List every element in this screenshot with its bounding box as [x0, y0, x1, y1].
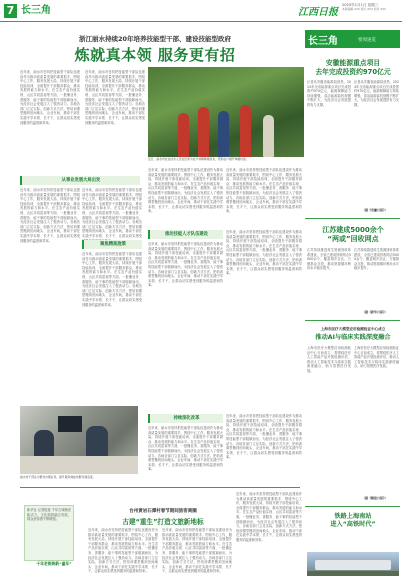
- bottom-article-column-3: 近年来，丽水市坚持把技能型干部队伍建设作为推动高质量发展的重要抓手，围绕中心工作，服务发展大局，持续开展干部技能培训，全面提升干部服务群众、推动发展的能力和水平。在生态产品价值实现、山区共同富裕等方面，一批懂业务、善服务、能干事的技能型干部脱颖而出，为经济社会发展注入了强劲动力。各地各部门立足实际，创新方式方法，把培训课堂搬到田间地头、企业车间，推动干部在实践中学本领、长才干，让群众切实感受到服务的温度和效率。: [236, 492, 302, 542]
- right-divider-1: [305, 218, 400, 219]
- news-4-title: [307, 513, 399, 529]
- news-2-body-left: 江苏持续推进再生资源回收体系建设，全省已建成回收网点5000余个，覆盖城乡社区，方便群众交投，推动资源循环利用水平稳步提升。: [307, 248, 351, 271]
- news-1-title-line-1: 安徽能源重点项目: [325, 59, 381, 67]
- railway-station-photo: [307, 552, 399, 576]
- article-column-9: 近年来，丽水市坚持把技能型干部队伍建设作为推动高质量发展的重要抓手，围绕中心工作，服务发展大局，持续开展干部技能培训，全面提升干部服务群众、推动发展的能力和水平。在生态产品价值实现、山区共同富裕等方面，一批懂业务、善服务、能干事的技能型干部脱颖而出，为经济社会发展注入了强劲动力。各地各部门立足实际，创新方式方法，把培训课堂搬到田间地头、企业车间，推动干部在实践中学本领、长才干，让群众切实感受到服务的温度和效率。: [226, 230, 302, 276]
- news-1-byline: （据《安徽日报》）: [362, 208, 388, 212]
- article-column-6: 近年来，丽水市坚持把技能型干部队伍建设作为推动高质量发展的重要抓手，围绕中心工作，服务发展大局，持续开展干部技能培训，全面提升干部服务群众、推动发展的能力和水平。在生态产品价值实现、山区共同富裕等方面，一批懂业务、善服务、能干事的技能型干部脱颖而出，为经济社会发展注入了强劲动力。各地各部门立足实际，创新方式方法，把培训课堂搬到田间地头、企业车间，推动干部在实践中学本领、长才干，让群众切实感受到服务的温度和效率。: [148, 168, 223, 214]
- bottom-sidebar-text: 新华社 记者报道 千年古城焕发新活力，文化旅游融合发展，群众获得感不断增强。: [27, 508, 71, 522]
- photo-monitor: [58, 416, 82, 432]
- photo-station-building: [315, 560, 391, 570]
- page-header: [0, 0, 402, 22]
- article-column-2: 近年来，丽水市坚持把技能型干部队伍建设作为推动高质量发展的重要抓手，围绕中心工作，服务发展大局，持续开展干部技能培训，全面提升干部服务群众、推动发展的能力和水平。在生态产品价值实现、山区共同富裕等方面，一批懂业务、善服务、能干事的技能型干部脱颖而出，为经济社会发展注入了强劲动力。各地各部门立足实际，创新方式方法，把培训课堂搬到田间地头、企业车间，推动干部在实践中学本领、长才干，让群众切实感受到服务的温度和效率。: [85, 70, 145, 125]
- article-column-4: 近年来，丽水市坚持把技能型干部队伍建设作为推动高质量发展的重要抓手，围绕中心工作，服务发展大局，持续开展干部技能培训，全面提升干部服务群众、推动发展的能力和水平。在生态产品价值实现、山区共同富裕等方面，一批懂业务、善服务、能干事的技能型干部脱颖而出，为经济社会发展注入了强劲动力。各地各部门立足实际，创新方式方法，把培训课堂搬到田间地头、企业车间，推动干部在实践中学本领、长才干，让群众切实感受: [82, 188, 142, 238]
- right-divider-2: [305, 320, 400, 321]
- news-2-title-line-2: “两或”回收网点: [327, 235, 379, 243]
- photo-person: [178, 113, 189, 157]
- subhead-4: 持续深化改革: [148, 414, 223, 423]
- main-photo-caption: 近日，丽水市农业技术人员在田间为农户讲解种植技术，帮助农户提升种植技能。: [148, 157, 249, 161]
- subhead-2: 聚焦精准施策: [82, 240, 142, 249]
- news-3-title: 推动AI与临床实践深度融合: [315, 334, 391, 341]
- news-3-body-right: 上海市医疗大模型应用检测验证中心日前成立，将围绕医疗人工智能产品开展检测评估，推动人工智能技术与临床实践深度融合，助力智慧医疗发展。: [354, 346, 399, 369]
- article-column-1: 近年来，丽水市坚持把技能型干部队伍建设作为推动高质量发展的重要抓手，围绕中心工作，服务发展大局，持续开展干部技能培训，全面提升干部服务群众、推动发展的能力和水平。在生态产品价值实现、山区共同富裕等方面，一批懂业务、善服务、能干事的技能型干部脱颖而出，为经济社会发展注入了强劲动力。各地各部门立足实际，创新方式方法，把培训课堂搬到田间地头、企业车间，推动干部在实践中学本领、长才干，让群众切实感受到服务的温度和效率。: [20, 70, 80, 125]
- section-name: 长三角: [21, 5, 51, 16]
- page-number-badge: 7: [4, 4, 17, 18]
- photo-person: [86, 426, 108, 460]
- news-1-title-line-2: 去年完成投资约970亿元: [315, 67, 391, 76]
- photo-person: [263, 115, 274, 157]
- subhead-3: 推动技能人才队伍建设: [148, 230, 223, 239]
- left-photo-caption: 丽水市干部在为群众办理业务，提升服务效能和群众满意度。: [20, 475, 96, 479]
- main-article-photo: [148, 67, 304, 157]
- news-2-title: [307, 226, 399, 244]
- photo-person: [198, 107, 209, 157]
- news-1-body-left: 记者从安徽省能源局获悉，2024年全省能源重点项目完成投资约970亿元，能源保障能力持续增强，清洁能源装机规模不断扩大，为经济社会发展提供有力支撑。: [307, 80, 351, 107]
- news-3-body-left: 上海市医疗大模型应用检测验证中心日前成立，将围绕医疗人工智能产品开展检测评估，推动人工智能技术与临床实践深度融合，助力智慧医疗发展。: [307, 346, 351, 373]
- masthead-logo: 江西日报: [298, 7, 338, 18]
- bottom-sidebar-title: 千年老街焕新“童年”: [36, 561, 72, 566]
- news-3-kicker: 上海市医疗大模型应用检测验证中心成立: [320, 327, 386, 331]
- news-2-title-line-1: 江苏建成5000余个: [322, 226, 384, 234]
- photo-person: [240, 105, 251, 157]
- news-4-title-line-1: 铁路上海南站: [334, 513, 372, 520]
- bottom-sidebar-box: [24, 505, 74, 561]
- right-banner-title: 长三角: [308, 36, 338, 47]
- article-column-3: 近年来，丽水市坚持把技能型干部队伍建设作为推动高质量发展的重要抓手，围绕中心工作，服务发展大局，持续开展干部技能培训，全面提升干部服务群众、推动发展的能力和水平。在生态产品价值实现、山区共同富裕等方面，一批懂业务、善服务、能干事的技能型干部脱颖而出，为经济社会发展注入了强劲动力。各地各部门立足实际，创新方式方法，把培训课堂搬到田间地头、企业车间，推动干部在实践中学本领、长才干，让群众切实感受到服务的温度和效率。: [20, 188, 80, 243]
- article-column-11: 近年来，丽水市坚持把技能型干部队伍建设作为推动高质量发展的重要抓手，围绕中心工作，服务发展大局，持续开展干部技能培训，全面提升干部服务群众、推动发展的能力和水平。在生态产品价值实现、山区共同富裕等方面，一批懂业务、善服务、能干事的技能型干部脱颖而出，为经济社会发展注入了强劲动力。各地各部门立足实际，创新方式方法，把培训课堂搬到田间地头、企业车间，推动干部在实践中学本领、长才干，让群众切实感受到服务的温度和效率。: [226, 414, 302, 460]
- right-divider-3: [305, 506, 400, 507]
- bottom-article-headline: 古建“重生”打造文旅新地标: [122, 518, 204, 526]
- bottom-article-column-1: 近年来，丽水市坚持把技能型干部队伍建设作为推动高质量发展的重要抓手，围绕中心工作，服务发展大局，持续开展干部技能培训，全面提升干部服务群众、推动发展的能力和水平。在生态产品价值实现、山区共同富裕等方面，一批懂业务、善服务、能干事的技能型干部脱颖而出，为经济社会发展注入了强劲动力。各地各部门立足实际，创新方式方法，把培训课堂搬到田间地头、企业车间，推动干部在实践中学本领、长才干，让群众切实感受到服务的温度和效率。: [88, 528, 158, 574]
- news-4-title-line-2: 进入“高铁时代”: [330, 521, 376, 529]
- article-column-10: 近年来，丽水市坚持把技能型干部队伍建设作为推动高质量发展的重要抓手，围绕中心工作，服务发展大局，持续开展干部技能培训，全面提升干部服务群众、推动发展的能力和水平。在生态产品价值实现、山区共同富裕等方面，一批懂业务、善服务、能干事的技能型干部脱颖而出，为经济社会发展注入了强劲动力。各地各部门立足实际，创新方式方法，把培训课堂搬到田间地头、企业车间，推动干部在实践中学本领、长才干，让群众切实感受到服务的温度和效率。: [148, 426, 223, 472]
- main-article-headline: 炼就真本领 服务更有招: [74, 46, 236, 64]
- news-3-byline: （据《解放日报》）: [362, 496, 388, 500]
- bottom-article-column-2: 近年来，丽水市坚持把技能型干部队伍建设作为推动高质量发展的重要抓手，围绕中心工作，服务发展大局，持续开展干部技能培训，全面提升干部服务群众、推动发展的能力和水平。在生态产品价值实现、山区共同富裕等方面，一批懂业务、善服务、能干事的技能型干部脱颖而出，为经济社会发展注入了强劲动力。各地各部门立足实际，创新方式方法，把培训课堂搬到田间地头、企业车间，推动干部在实践中学本领、长才干，让群众切实感受到服务的温度和效率。: [162, 528, 232, 574]
- news-1-body-right: 记者从安徽省能源局获悉，2024年全省能源重点项目完成投资约970亿元，能源保障能力持续增强，清洁能源装机规模不断扩大，为经济社会发展提供有力支撑。: [354, 80, 399, 107]
- subhead-1: 从事业发展大局出发: [20, 176, 140, 185]
- office-service-photo: [20, 406, 138, 474]
- editor-credits: 本版编辑 XXX 版式 XXX 校对 XXX: [342, 7, 387, 11]
- article-column-5: 近年来，丽水市坚持把技能型干部队伍建设作为推动高质量发展的重要抓手，围绕中心工作，服务发展大局，持续开展干部技能培训，全面提升干部服务群众、推动发展的能力和水平。在生态产品价值实现、山区共同富裕等方面，一批懂业务、善服务、能干事的技能型干部脱颖而出，为经济社会发展注入了强劲动力。各地各部门立足实际，创新方式方法，把培训课堂搬到田间地头、企业车间，推动干部在实践中学本领、长才干，让群众切实感受到服务的温度和效率。: [82, 252, 142, 307]
- article-column-7: 近年来，丽水市坚持把技能型干部队伍建设作为推动高质量发展的重要抓手，围绕中心工作，服务发展大局，持续开展干部技能培训，全面提升干部服务群众、推动发展的能力和水平。在生态产品价值实现、山区共同富裕等方面，一批懂业务、善服务、能干事的技能型干部脱颖而出，为经济社会发展注入了强劲动力。各地各部门立足实际，创新方式方法，把培训课堂搬到田间地头、企业车间，推动干部在实践中学本领、长才干，让群众切实感受到服务的温度和效率。: [226, 168, 302, 214]
- photo-person: [218, 111, 229, 157]
- section-divider: [20, 487, 300, 488]
- news-2-body-right: 江苏持续推进再生资源回收体系建设，全省已建成回收网点5000余个，覆盖城乡社区，方便群众交投，推动资源循环利用水平稳步提升。: [354, 248, 399, 271]
- right-banner-subtitle: 要闻速览: [358, 38, 376, 43]
- news-2-byline: （据《新华日报》）: [362, 310, 388, 314]
- issue-date: 2025年1月1日 星期三: [342, 3, 379, 7]
- bottom-article-kicker: 台州黄岩石潭村春节期间旅客商圈: [129, 509, 197, 514]
- news-1-title: [307, 59, 399, 76]
- article-column-8: 近年来，丽水市坚持把技能型干部队伍建设作为推动高质量发展的重要抓手，围绕中心工作，服务发展大局，持续开展干部技能培训，全面提升干部服务群众、推动发展的能力和水平。在生态产品价值实现、山区共同富裕等方面，一批懂业务、善服务、能干事的技能型干部脱颖而出，为经济社会发展注入了强劲动力。各地各部门立足实际，创新方式方法，把培训课堂搬到田间地头、企业车间，推动干部在实践中学本领、长才干，让群众切实感受到服务的温度和效率。: [148, 242, 223, 288]
- photo-desk: [20, 456, 138, 474]
- photo-ground: [307, 571, 399, 576]
- main-article-kicker: 浙江丽水持续20年培养技能型干部、建设技能型政府: [78, 35, 232, 43]
